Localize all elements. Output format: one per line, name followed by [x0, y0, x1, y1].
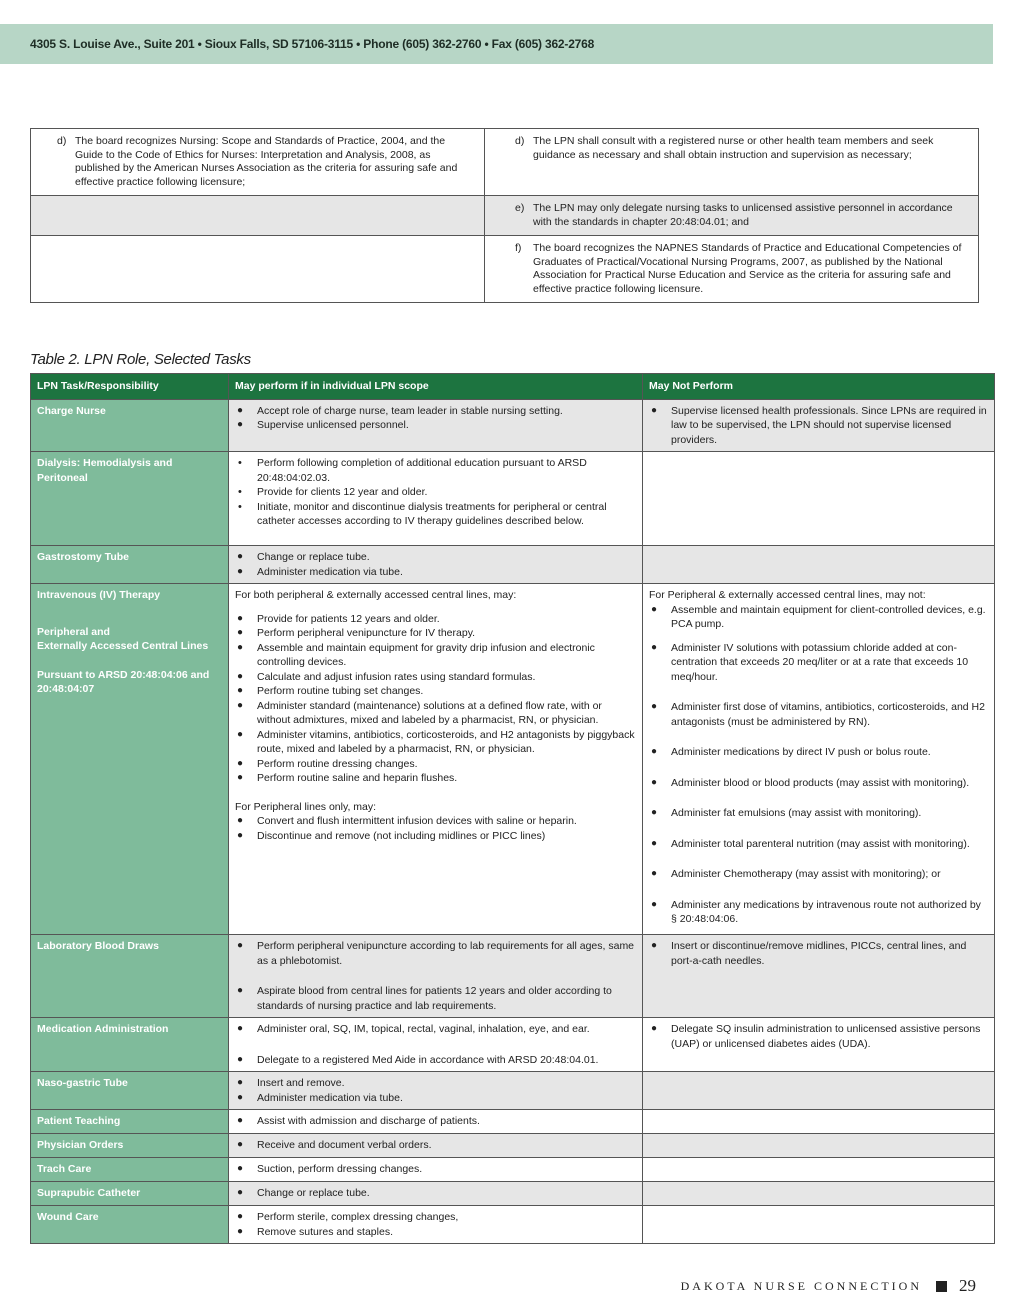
list-item: ● Perform sterile, complex dressing changes, [235, 1210, 636, 1225]
task-subtitle: Externally Accessed Central Lines [37, 640, 209, 652]
may-intro: For both peripheral & externally accessed central lines, may: [235, 589, 517, 601]
list-item: ● Administer medications by direct IV push or bolus route. [649, 745, 988, 760]
list-item: ● Calculate and adjust infusion rates using standard formulas. [235, 670, 636, 685]
list-item: ● Perform peripheral venipuncture according to lab requirements for all ages, same as a phlebotomist. [235, 939, 636, 968]
may-cell [229, 1018, 643, 1072]
list-item: ● Provide for patients 12 years and older. [235, 612, 636, 627]
list-item: ● Aspirate blood from central lines for patients 12 years and older according to standards of nursing practice and lab requirements. [235, 984, 636, 1013]
task-subtitle: Peripheral and [37, 625, 110, 638]
list-item: ● Perform routine dressing changes. [235, 757, 636, 772]
list-item: ● Perform routine tubing set changes. [235, 684, 636, 699]
list-item: ● Delegate SQ insulin administration to unlicensed assistive persons (UAP) or unlicensed diabetes aides (UDA). [649, 1022, 988, 1051]
item-text: The LPN may only delegate nursing tasks to unlicensed assistive personnel in accordance with the standards in chapter 20:48:04.01; and [533, 202, 953, 228]
table-header-row [31, 374, 995, 400]
list-item: ● Insert or discontinue/remove midlines, PICCs, central lines, and port-a-cath needles. [649, 939, 988, 968]
may-cell [229, 584, 643, 935]
list-item: ● Perform routine saline and heparin flushes. [235, 771, 636, 786]
table-row [31, 1182, 995, 1206]
item-letter: e) [515, 202, 525, 214]
header-bar [0, 24, 993, 64]
maynot-cell [643, 1018, 995, 1072]
list-item: ● Administer medication via tube. [235, 565, 636, 580]
table-row [31, 1072, 995, 1110]
table-row [31, 399, 995, 452]
maynot-cell [643, 1072, 995, 1110]
list-item: ● Administer vitamins, antibiotics, corticosteroids, and H2 antagonists by piggyback route, mixed and labeled by a pharmacist, RN, or physician. [235, 728, 636, 757]
task-reference: Pursuant to ARSD 20:48:04:06 and 20:48:04:07 [37, 668, 210, 695]
table-row [31, 935, 995, 1018]
list-item: ● Supervise licensed health professionals. Since LPNs are required in law to be supervised, the LPN should not supervise licensed providers. [649, 404, 988, 448]
list-item: ● Remove sutures and staples. [235, 1225, 636, 1240]
maynot-intro: For Peripheral & externally accessed central lines, may not: [649, 589, 926, 601]
may-cell [229, 1182, 643, 1206]
page-number: 29 [959, 1276, 976, 1295]
table-row [31, 1134, 995, 1158]
statute-right-d [485, 129, 979, 196]
list-item: ● Administer fat emulsions (may assist with monitoring). [649, 806, 988, 821]
maynot-cell [643, 452, 995, 546]
statute-right-f [485, 236, 979, 303]
list-item: ● Administer any medications by intravenous route not authorized by § 20:48:04:06. [649, 898, 988, 927]
may-cell [229, 935, 643, 1018]
magazine-name: DAKOTA NURSE CONNECTION [680, 1278, 922, 1293]
maynot-cell [643, 399, 995, 452]
square-divider-icon [936, 1281, 947, 1292]
table-row [31, 1158, 995, 1182]
list-item: ● Accept role of charge nurse, team leader in stable nursing setting. [235, 404, 636, 419]
header-address: 4305 S. Louise Ave., Suite 201 • Sioux Falls, SD 57106-3115 • Phone (605) 362-2760 • Fax (605) 362-2768 [30, 37, 595, 51]
task-cell: Trach Care [31, 1158, 229, 1182]
list-item: ● Assist with admission and discharge of patients. [235, 1114, 636, 1129]
task-cell [31, 584, 229, 935]
list-item: ● Supervise unlicensed personnel. [235, 418, 636, 433]
task-cell: Medication Administration [31, 1018, 229, 1072]
list-item: ● Administer Chemotherapy (may assist with monitoring); or [649, 867, 988, 882]
list-item: • Initiate, monitor and discontinue dialysis treatments for peripheral or central catheter accesses according to IV therapy guidelines described below. [235, 500, 636, 529]
list-item: ● Change or replace tube. [235, 1186, 636, 1201]
list-item: ● Receive and document verbal orders. [235, 1138, 636, 1153]
task-cell: Wound Care [31, 1206, 229, 1244]
statute-left-d [31, 129, 485, 196]
maynot-cell [643, 584, 995, 935]
may-cell [229, 1134, 643, 1158]
list-item: ● Change or replace tube. [235, 550, 636, 565]
table-row [31, 546, 995, 584]
list-item: • Perform following completion of additional education pursuant to ARSD 20:48:04:02.03. [235, 456, 636, 485]
item-text: The board recognizes the NAPNES Standards of Practice and Educational Competencies of Graduates of Practical/Vocational Nursing Programs, 2007, as published by the National Association for Practical Nurse Education and Service as the criteria for assuring safe and effective practice following licensure. [533, 242, 962, 295]
list-item: ● Discontinue and remove (not including midlines or PICC lines) [235, 829, 636, 844]
table-row [31, 1110, 995, 1134]
column-header-maynot: May Not Perform [643, 374, 995, 400]
table-row [31, 1018, 995, 1072]
lpn-tasks-table [30, 373, 995, 1244]
statute-right-e [485, 196, 979, 236]
list-item: ● Suction, perform dressing changes. [235, 1162, 636, 1177]
list-item: ● Convert and flush intermittent infusion devices with saline or heparin. [235, 814, 636, 829]
statute-empty-cell [31, 236, 485, 303]
list-item: ● Insert and remove. [235, 1076, 636, 1091]
table-row [31, 1206, 995, 1244]
list-item: ● Administer blood or blood products (may assist with monitoring). [649, 776, 988, 791]
task-cell: Gastrostomy Tube [31, 546, 229, 584]
list-item: ● Administer oral, SQ, IM, topical, rectal, vaginal, inhalation, eye, and ear. [235, 1022, 636, 1037]
task-cell: Patient Teaching [31, 1110, 229, 1134]
item-letter: d) [57, 135, 67, 147]
task-cell: Suprapubic Catheter [31, 1182, 229, 1206]
may-cell [229, 1110, 643, 1134]
maynot-cell [643, 546, 995, 584]
list-item: ● Administer total parenteral nutrition (may assist with monitoring). [649, 837, 988, 852]
list-item: ● Assemble and maintain equipment for client-controlled devices, e.g. PCA pump. [649, 603, 988, 632]
list-item: ● Administer first dose of vitamins, antibiotics, corticosteroids, and H2 antagonists (must be administered by RN). [649, 700, 988, 729]
task-title: Intravenous (IV) Therapy [37, 589, 161, 601]
item-letter: f) [515, 242, 522, 254]
may-cell [229, 1158, 643, 1182]
maynot-cell [643, 1134, 995, 1158]
task-cell: Physician Orders [31, 1134, 229, 1158]
task-cell: Naso-gastric Tube [31, 1072, 229, 1110]
maynot-cell [643, 1110, 995, 1134]
maynot-cell [643, 935, 995, 1018]
table-title: Table 2. LPN Role, Selected Tasks [30, 351, 251, 368]
may-cell [229, 546, 643, 584]
task-cell: Charge Nurse [31, 399, 229, 452]
may-intro: For Peripheral lines only, may: [235, 800, 377, 813]
maynot-cell [643, 1206, 995, 1244]
may-cell [229, 1072, 643, 1110]
item-text: The board recognizes Nursing: Scope and Standards of Practice, 2004, and the Guide to the Code of Ethics for Nurses: Interpretation and Analysis, 2008, as published by the American Nurses Association as the criteria for assuring safe and effective practice following licensure; [75, 135, 458, 188]
list-item: ● Assemble and maintain equipment for gravity drip infusion and electronic controlling devices. [235, 641, 636, 670]
column-header-may: May perform if in individual LPN scope [229, 374, 643, 400]
list-item: ● Administer medication via tube. [235, 1091, 636, 1106]
task-cell: Dialysis: Hemodialysis and Peritoneal [31, 452, 229, 546]
list-item: ● Administer standard (maintenance) solutions at a defined flow rate, with or without admixtures, mixed and labeled by a pharmacist, RN, or physician. [235, 699, 636, 728]
item-text: The LPN shall consult with a registered nurse or other health team members and seek guidance as necessary and shall obtain instruction and supervision as necessary; [533, 135, 934, 161]
may-cell [229, 452, 643, 546]
maynot-cell [643, 1182, 995, 1206]
list-item: ● Administer IV solutions with potassium chloride added at con-centration that exceeds 20 meq/liter or at a rate that exceeds 10 meq/hour. [649, 641, 988, 685]
task-cell: Laboratory Blood Draws [31, 935, 229, 1018]
column-header-task: LPN Task/Responsibility [31, 374, 229, 400]
maynot-cell [643, 1158, 995, 1182]
page-footer [681, 1276, 976, 1296]
may-cell [229, 1206, 643, 1244]
item-letter: d) [515, 135, 525, 147]
statute-empty-cell [31, 196, 485, 236]
table-row [31, 584, 995, 935]
list-item: • Provide for clients 12 year and older. [235, 485, 636, 500]
table-row [31, 452, 995, 546]
list-item: ● Delegate to a registered Med Aide in accordance with ARSD 20:48:04.01. [235, 1053, 636, 1068]
statute-box [30, 128, 979, 303]
list-item: ● Perform peripheral venipuncture for IV therapy. [235, 626, 636, 641]
may-cell [229, 399, 643, 452]
